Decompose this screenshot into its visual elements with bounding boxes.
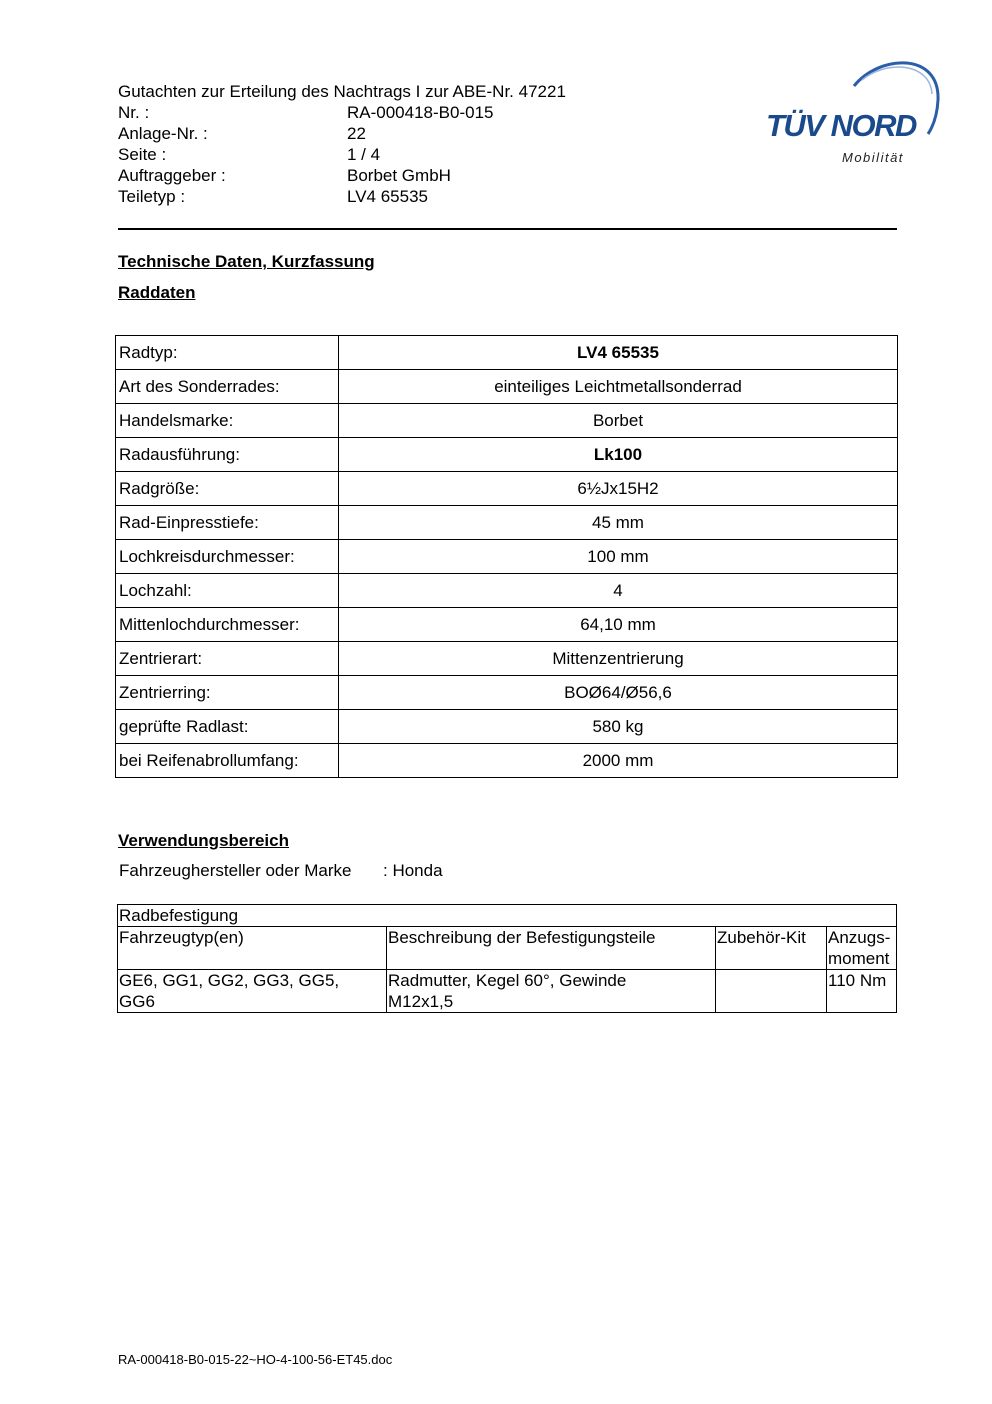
table-row [116,608,898,642]
wheel-property-label: Zentrierring: [116,676,339,710]
table-row [116,472,898,506]
table-row [116,710,898,744]
table-row [116,506,898,540]
wheel-property-value: 580 kg [339,710,898,744]
wheel-property-value: Lk100 [339,438,898,472]
wheel-property-label: Rad-Einpresstiefe: [116,506,339,540]
fastening-description-cell: Radmutter, Kegel 60°, Gewinde M12x1,5 [387,970,716,1013]
wheel-property-value: LV4 65535 [339,336,898,370]
accessory-kit-cell [716,970,827,1013]
wheel-property-label: bei Reifenabrollumfang: [116,744,339,778]
wheel-property-value: 2000 mm [339,744,898,778]
wheel-property-value: einteiliges Leichtmetallsonderrad [339,370,898,404]
table-row [116,540,898,574]
manufacturer-value: : Honda [383,861,443,880]
section-heading-usage: Verwendungsbereich [118,831,289,850]
wheel-property-label: geprüfte Radlast: [116,710,339,744]
wheel-property-value: 100 mm [339,540,898,574]
header-divider [118,228,897,230]
wheel-property-label: Handelsmarke: [116,404,339,438]
meta-value: 1 / 4 [347,145,381,164]
wheel-property-label: Art des Sonderrades: [116,370,339,404]
table-row [118,970,897,1013]
manufacturer-label: Fahrzeughersteller oder Marke [119,861,352,880]
torque-cell: 110 Nm [827,970,897,1013]
document-title: Gutachten zur Erteilung des Nachtrags I zur ABE-Nr. 47221 [118,82,566,101]
wheel-property-value: Mittenzentrierung [339,642,898,676]
meta-row-anlage [118,123,493,144]
document-meta [118,102,493,207]
wheel-property-label: Mittenlochdurchmesser: [116,608,339,642]
column-header: Anzugs- moment [827,927,897,970]
vehicle-types-cell: GE6, GG1, GG2, GG3, GG5, GG6 [118,970,387,1013]
table-row [116,744,898,778]
logo-wordmark: TÜV NORD [766,108,916,143]
wheel-property-value: 6½Jx15H2 [339,472,898,506]
table-row [116,438,898,472]
section-heading-technical: Technische Daten, Kurzfassung [118,252,375,271]
table-row [116,370,898,404]
column-header: Beschreibung der Befestigungsteile [387,927,716,970]
meta-row-teiletyp [118,186,493,207]
column-header: Fahrzeugtyp(en) [118,927,387,970]
wheel-property-label: Lochkreisdurchmesser: [116,540,339,574]
wheel-property-label: Radausführung: [116,438,339,472]
wheel-property-value: 45 mm [339,506,898,540]
meta-label: Nr. : [118,103,150,122]
wheel-property-label: Radgröße: [116,472,339,506]
table-row [116,404,898,438]
wheel-property-label: Radtyp: [116,336,339,370]
wheel-property-value: 64,10 mm [339,608,898,642]
mounting-header-row [118,927,897,970]
tuv-nord-logo [762,58,944,170]
meta-value: LV4 65535 [347,187,428,206]
meta-row-auftraggeber [118,165,493,186]
meta-label: Teiletyp : [118,187,186,206]
table-row [116,574,898,608]
wheel-data-table [115,335,898,778]
logo-subtitle: Mobilität [842,150,904,165]
meta-value: 22 [347,124,366,143]
table-row [116,642,898,676]
table-row [116,676,898,710]
footer-filename: RA-000418-B0-015-22~HO-4-100-56-ET45.doc [118,1352,393,1367]
meta-label: Seite : [118,145,167,164]
meta-label: Auftraggeber : [118,166,226,185]
wheel-property-value: Borbet [339,404,898,438]
section-heading-wheel-data: Raddaten [118,283,196,302]
wheel-property-label: Lochzahl: [116,574,339,608]
table-row [116,336,898,370]
meta-label: Anlage-Nr. : [118,124,208,143]
meta-value: RA-000418-B0-015 [347,103,494,122]
manufacturer-line [119,861,443,881]
meta-row-seite [118,144,493,165]
mounting-caption: Radbefestigung [118,905,897,927]
meta-value: Borbet GmbH [347,166,451,185]
wheel-property-value: BOØ64/Ø56,6 [339,676,898,710]
meta-row-nr [118,102,493,123]
column-header: Zubehör-Kit [716,927,827,970]
wheel-property-value: 4 [339,574,898,608]
wheel-property-label: Zentrierart: [116,642,339,676]
wheel-mounting-table [117,904,897,1013]
